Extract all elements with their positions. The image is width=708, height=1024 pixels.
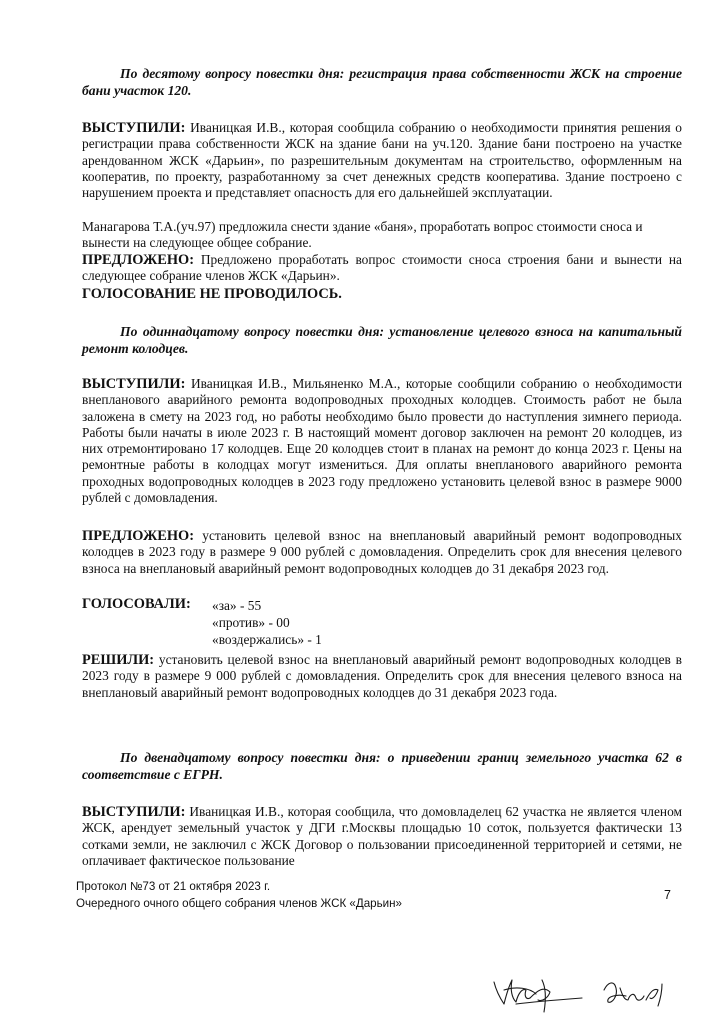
proposed-text: Предложено проработать вопрос стоимости сноса строения бани и вынести на следующее собрание членов ЖСК «Дарьин». [82,252,682,284]
vote-abstain: «воздержались» - 1 [212,632,322,647]
decided-label: РЕШИЛИ: [82,652,155,668]
section-10-spoke-2: Манагарова Т.А.(уч.97) предложила снести здание «баня», проработать вопрос стоимости сноса и вынести на следующее общее собрание. [82,219,643,251]
proposed-label: ПРЕДЛОЖЕНО: [82,252,195,268]
spoke-label: ВЫСТУПИЛИ: [82,376,186,392]
proposed-label: ПРЕДЛОЖЕНО: [82,528,195,544]
section-10-spoke [82,120,682,201]
vote-for: «за» - 55 [212,598,262,613]
section-11-decided [82,652,682,701]
no-vote-label: ГОЛОСОВАНИЕ НЕ ПРОВОДИЛОСЬ. [82,286,342,302]
footer-meeting: Очередного очного общего собрания членов ЖСК «Дарьин» [76,897,402,910]
spoke-text: Иваницкая И.В., Мильяненко М.А., которые сообщили собранию о необходимости внепланового аварийного ремонта водопроводных проходных колодцев. Стоимость работ не была заложена в смету на 2023 год, но работы необходимо было провести до наступления зимнего периода. Работы были начаты в июле 2023 г. В настоящий момент договор заключен на ремонт 20 колодцев, из них отремонтировано 17 колодцев. Еще 20 колодцев стоит в планах на ремонт до конца 2023 г. Цены на ремонтные работы в колодцах могут измениться. Для оплаты внепланового аварийного ремонта проходных водопроводных колодцев в 2023 году предложено установить целевой взнос в размере 9000 рублей с домовладения. [82,376,682,506]
spoke-label: ВЫСТУПИЛИ: [82,804,186,820]
page-number: 7 [664,888,671,902]
section-11-heading: По одиннадцатому вопросу повестки дня: установление целевого взноса на капитальный ремонт колодцев. [82,324,682,356]
spoke-text: Иваницкая И.В., которая сообщила собранию о необходимости принятия решения о регистрации права собственности ЖСК на здание бани на уч.120. Здание бани построено на участке арендованном ЖСК «Дарьин», по разрешительным документам на строительство, оформленным на кооператив, по проекту, разработанному за счет денежных средств кооператива. Здание построено с нарушением проекта и представляет опасность для его дальнейшей эксплуатации. [82,120,682,201]
spoke-text: Иваницкая И.В., которая сообщила, что домовладелец 62 участка не является членом ЖСК, арендует земельный участок у ДГИ г.Москвы площадью 10 соток, пользуется фактически 13 сотками земли, не заключил с ЖСК Договор о пользовании присоединенной территорией и сетями, не оплачивает фактическое пользование [82,804,682,868]
footer-protocol: Протокол №73 от 21 октября 2023 г. [76,880,271,893]
spoke-label: ВЫСТУПИЛИ: [82,120,186,136]
voted-label: ГОЛОСОВАЛИ: [82,596,191,612]
section-11-proposed [82,528,682,577]
vote-against: «против» - 00 [212,615,290,630]
section-10-no-vote [82,286,682,302]
section-12-spoke [82,804,682,869]
section-10-heading: По десятому вопросу повестки дня: регистрация права собственности ЖСК на строение бани участок 120. [82,66,682,98]
proposed-text: установить целевой взнос на внеплановый аварийный ремонт водопроводных колодцев в 2023 году в размере 9 000 рублей с домовладения. Определить срок для внесения целевого взноса на внеплановый аварийный ремонт водопроводных колодцев до 31 декабря 2023 год. [82,528,682,576]
handwritten-signatures-icon [486,960,676,1020]
section-12-heading: По двенадцатому вопросу повестки дня: о приведении границ земельного участка 62 в соответствие с ЕГРН. [82,750,682,782]
section-10-proposed [82,252,682,285]
decided-text: установить целевой взнос на внеплановый аварийный ремонт водопроводных колодцев в 2023 году в размере 9 000 рублей с домовладения. Определить срок для внесения целевого взноса на внеплановый аварийный ремонт водопроводных колодцев до 31 декабря 2023 года. [82,652,682,700]
section-11-spoke [82,376,682,506]
